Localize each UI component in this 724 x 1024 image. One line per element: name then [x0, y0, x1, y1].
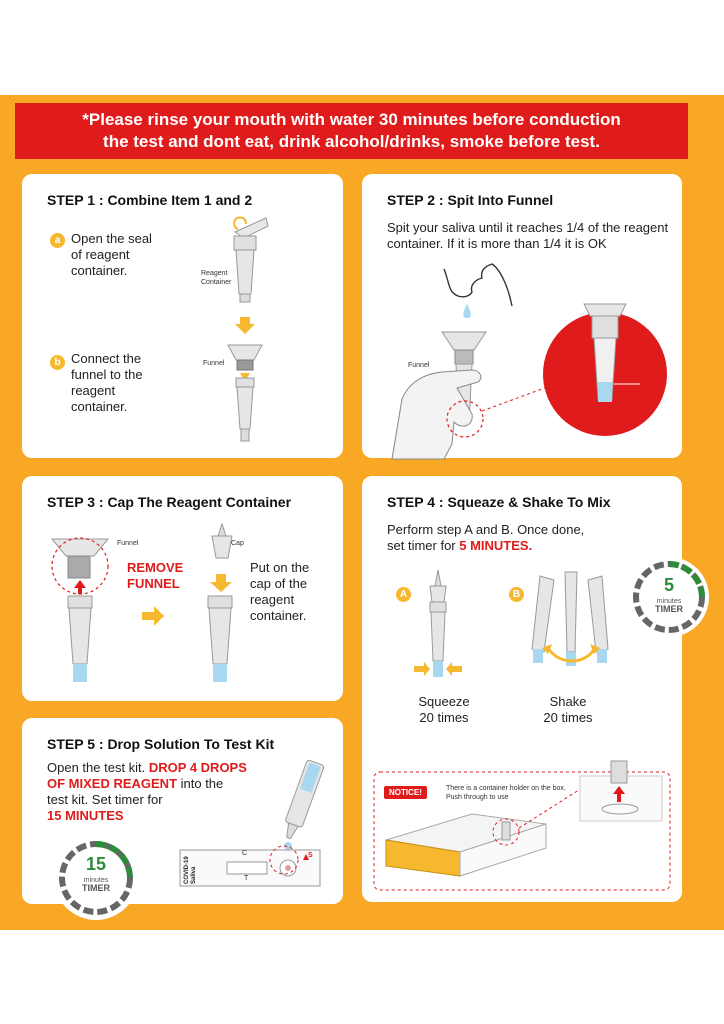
step-1-a-text: Open the seal of reagent container.	[71, 231, 152, 278]
badge-b: b	[50, 355, 65, 370]
kit-label: COVID-19 Saliva	[184, 856, 197, 884]
notice-badge: NOTICE!	[384, 786, 427, 799]
step-5-title: STEP 5 : Drop Solution To Test Kit	[47, 736, 275, 752]
timer-15-minutes	[54, 836, 138, 920]
step-2-illustration	[362, 174, 682, 458]
step-2-text: Spit your saliva until it reaches 1/4 of the reagent container. If it is more than 1/4 it is OK	[387, 220, 669, 251]
step-3-illustration	[22, 476, 343, 701]
timer-5-unit: minutes	[656, 598, 682, 605]
timer-5-word: TIMER	[655, 604, 683, 614]
kit-c: C	[242, 850, 248, 857]
label-funnel-2: Funnel	[408, 362, 430, 369]
banner-line-1: *Please rinse your mouth with water 30 minutes before conduction	[82, 110, 621, 129]
step-1-illustration	[22, 174, 343, 458]
step-1-title: STEP 1 : Combine Item 1 and 2	[47, 192, 253, 208]
step-5-text: Open the test kit. DROP 4 DROPS OF MIXED REAGENT into the test kit. Set timer for 15 MINUTES	[47, 760, 247, 823]
step-2-title: STEP 2 : Spit Into Funnel	[387, 192, 554, 208]
timer-5-number: 5	[663, 575, 674, 595]
label-cap: Cap	[231, 540, 244, 547]
timer-15-word: TIMER	[82, 883, 110, 893]
shake-label: Shake 20 times	[543, 694, 593, 725]
step-4-text-2: set timer for 5 MINUTES.	[387, 538, 533, 553]
step-3-text: Put on the cap of the reagent container.	[250, 560, 310, 623]
notice-line-1: There is a container holder on the box.	[446, 785, 566, 792]
notice-line-2: Push through to use	[446, 794, 509, 801]
step-2-card	[362, 174, 682, 458]
step-1-card	[22, 174, 343, 458]
kit-s: S	[308, 852, 313, 859]
label-reagent-1: Reagent	[201, 270, 228, 277]
step-3-card	[22, 476, 343, 701]
step-1-b-text: Connect the funnel to the reagent container.	[71, 351, 143, 414]
step-4-illustration	[362, 476, 682, 902]
timer-5-minutes	[629, 557, 709, 637]
badge-step-b: B	[509, 587, 524, 602]
step-4-card	[362, 476, 682, 902]
timer-15-unit: minutes	[83, 877, 109, 884]
badge-a: a	[50, 233, 65, 248]
step-4-title: STEP 4 : Squeaze & Shake To Mix	[387, 494, 611, 510]
step-4-text-1: Perform step A and B. Once done,	[387, 522, 585, 537]
remove-funnel-label: REMOVE FUNNEL	[127, 560, 184, 591]
squeeze-label: Squeeze 20 times	[418, 694, 470, 725]
timer-15-number: 15	[85, 854, 107, 874]
step-3-title: STEP 3 : Cap The Reagent Container	[47, 494, 292, 510]
badge-step-a: A	[396, 587, 411, 602]
label-reagent-2: Container	[201, 279, 232, 286]
banner-line-2: the test and dont eat, drink alcohol/drinks, smoke before test.	[103, 132, 600, 151]
warning-banner	[15, 103, 688, 159]
label-funnel: Funnel	[203, 360, 225, 367]
label-funnel-3: Funnel	[117, 540, 139, 547]
kit-t: T	[244, 875, 249, 882]
